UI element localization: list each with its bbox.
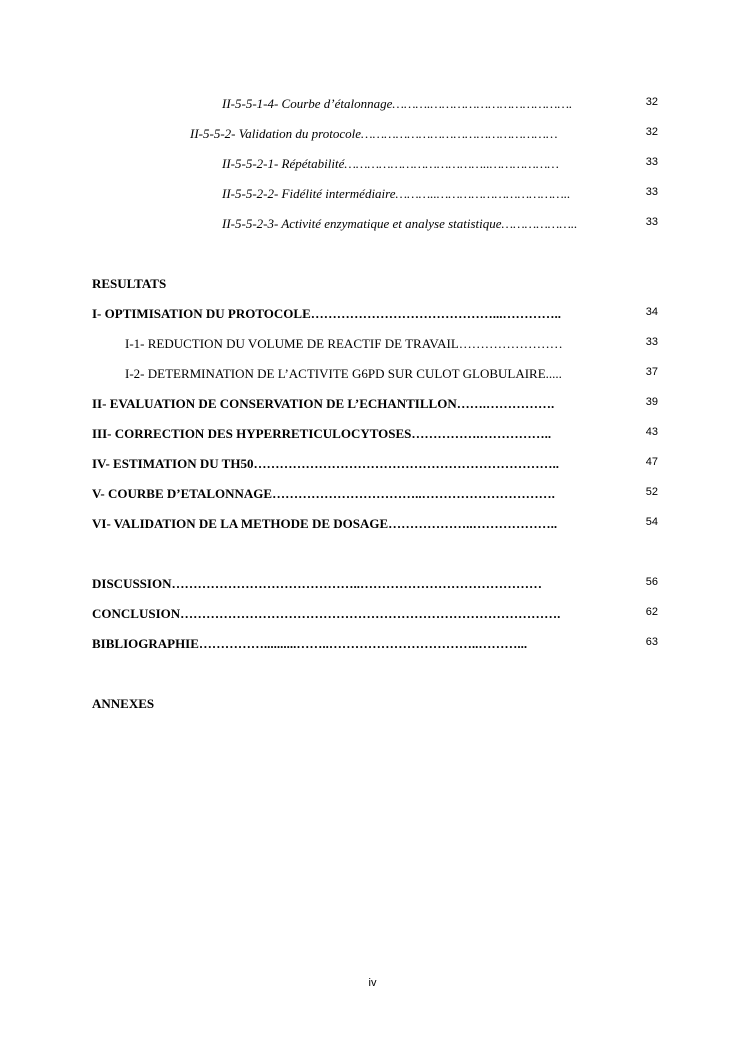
toc-entry-label: II-5-5-2-1- Répétabilité: [222, 156, 345, 171]
toc-entry-page: 33: [645, 156, 658, 168]
toc-entry-page: 33: [645, 336, 658, 348]
toc-entry-page: 56: [645, 576, 658, 588]
toc-entry-page: 32: [645, 96, 658, 108]
leader-dots: …….…………….: [456, 396, 555, 411]
toc-entry-label: II-5-5-2- Validation du protocole: [190, 126, 362, 141]
toc-entry-label: CONCLUSION: [92, 606, 181, 621]
toc-entry-label: III- CORRECTION DES HYPERRETICULOCYTOSES: [92, 426, 412, 441]
leader-dots: ………………………………..………………: [344, 156, 559, 171]
section-heading-resultats: RESULTATS: [92, 276, 167, 291]
leader-dots: ……………………………………………………………..: [253, 456, 559, 471]
toc-entry: [222, 216, 658, 232]
toc-entry-page: 52: [645, 486, 658, 498]
toc-entry-label: BIBLIOGRAPHIE: [92, 636, 199, 651]
toc-entry: [92, 426, 658, 442]
toc-entry: [92, 456, 658, 472]
toc-entry: [222, 186, 658, 202]
toc-entry-label: II-5-5-2-2- Fidélité intermédiaire: [222, 186, 396, 201]
toc-entry: [222, 96, 658, 112]
leader-dots: ………..……………………………..: [395, 186, 571, 201]
leader-dots: ………………..: [501, 216, 578, 231]
toc-entry-page: 33: [645, 216, 658, 228]
toc-entry: [92, 606, 658, 622]
toc-entry: [92, 636, 658, 652]
toc-entry-page: 63: [645, 636, 658, 648]
toc-entry-label: II-5-5-1-4- Courbe d’étalonnage: [222, 96, 393, 111]
toc-entry: [92, 396, 658, 412]
leader-dots: ………………..………………..: [388, 516, 558, 531]
leader-dots: .....: [545, 366, 562, 381]
toc-entry-label: VI- VALIDATION DE LA METHODE DE DOSAGE: [92, 516, 389, 531]
toc-entry-label: I-1- REDUCTION DU VOLUME DE REACTIF DE TRAVAIL: [125, 336, 459, 351]
toc-entry-label: DISCUSSION: [92, 576, 172, 591]
leader-dots: …………………………………………………………………………….: [180, 606, 561, 621]
leader-dots: ……………..........……..……………………………..………...: [198, 636, 528, 651]
toc-entry: [92, 306, 658, 322]
toc-entry-page: 47: [645, 456, 658, 468]
leader-dots: …………….……………..: [411, 426, 552, 441]
toc-entry-label: II-5-5-2-3- Activité enzymatique et analyse statistique: [222, 216, 502, 231]
leader-dots: ……………………………………..……………………………………: [171, 576, 542, 591]
toc-entry-page: 62: [645, 606, 658, 618]
toc-entry-label: IV- ESTIMATION DU TH50: [92, 456, 254, 471]
page-number: iv: [368, 977, 377, 989]
toc-entry-label: V- COURBE D’ETALONNAGE: [92, 486, 273, 501]
toc-entry-label: I-2- DETERMINATION DE L’ACTIVITE G6PD SUR CULOT GLOBULAIRE: [125, 366, 546, 381]
toc-entry: [125, 336, 658, 352]
toc-entry: [92, 516, 658, 532]
toc-entry-page: 32: [645, 126, 658, 138]
leader-dots: ……………………………………...…………..: [310, 306, 561, 321]
toc-entry-label: II- EVALUATION DE CONSERVATION DE L’ECHANTILLON: [92, 396, 457, 411]
toc-entry-page: 43: [645, 426, 658, 438]
leader-dots: ……….……………………………….: [392, 96, 573, 111]
section-heading-annexes: ANNEXES: [92, 696, 155, 711]
toc-entry: [125, 366, 658, 382]
toc-entry-page: 34: [645, 306, 658, 318]
toc-entry: [222, 156, 658, 172]
toc-entry-page: 33: [645, 186, 658, 198]
toc-entry-page: 37: [645, 366, 658, 378]
leader-dots: ……………………………………………: [361, 126, 558, 141]
toc-entry-page: 54: [645, 516, 658, 528]
leader-dots: ……………………………..………………………….: [272, 486, 555, 501]
toc-entry: [92, 486, 658, 502]
toc-entry: [92, 576, 658, 592]
leader-dots: ……………………: [458, 336, 563, 351]
toc-entry: [190, 126, 658, 142]
toc-entry-page: 39: [645, 396, 658, 408]
toc-entry-label: I- OPTIMISATION DU PROTOCOLE: [92, 306, 311, 321]
